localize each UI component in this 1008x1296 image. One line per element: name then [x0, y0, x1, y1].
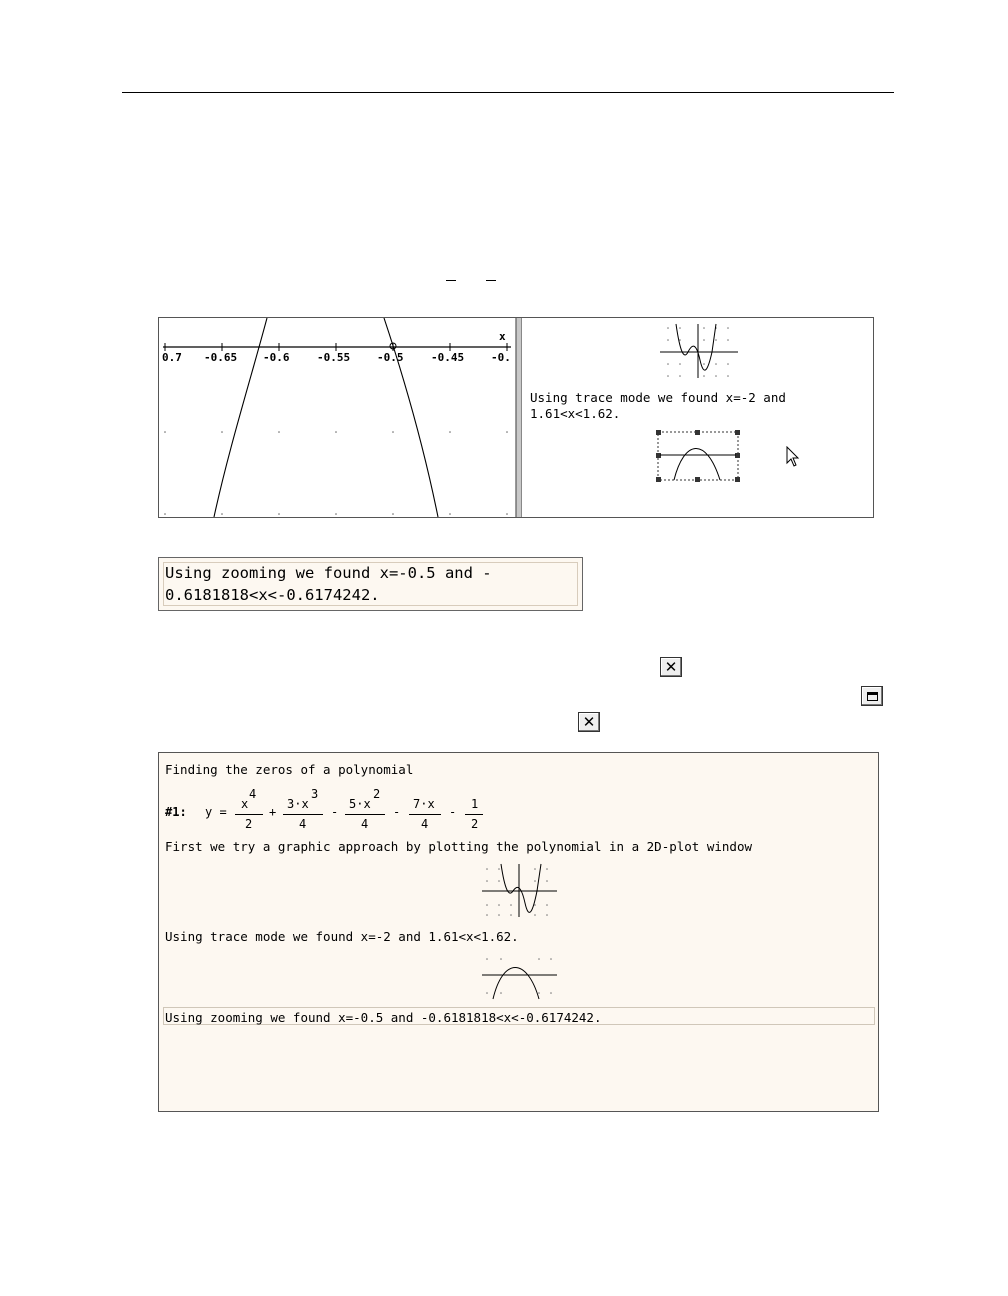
- algebra-pane[interactable]: [522, 318, 873, 517]
- tick-label: -0.45: [431, 351, 465, 364]
- numerator: 3·x: [287, 797, 309, 811]
- fraction-bar-mark: [446, 280, 456, 281]
- algebra-line: Using trace mode we found x=-2 and: [530, 390, 786, 405]
- operator: +: [269, 805, 277, 819]
- denominator: 4: [361, 817, 369, 831]
- denominator: 2: [471, 817, 479, 831]
- worksheet-text-line: Using trace mode we found x=-2 and 1.61<x<1.62.: [165, 929, 519, 944]
- tick-label: 0.7: [162, 351, 182, 364]
- algebra-worksheet[interactable]: [158, 752, 879, 1112]
- tick-label: -0.6: [263, 351, 290, 364]
- plot-2d-pane[interactable]: [159, 318, 516, 517]
- close-icon[interactable]: ✕: [660, 657, 682, 677]
- plot-2d-canvas[interactable]: [159, 318, 515, 517]
- denominator: 4: [299, 817, 307, 831]
- denominator: 4: [421, 817, 429, 831]
- fraction-bar: [235, 814, 263, 815]
- denominator: 2: [245, 817, 253, 831]
- worksheet-text-line: Using zooming we found x=-0.5 and -0.6181818<x<-0.6174242.: [165, 1010, 602, 1025]
- tick-label: -0.5: [377, 351, 404, 364]
- embedded-plot-thumbnail[interactable]: [658, 322, 740, 380]
- fraction-bar: [283, 814, 323, 815]
- tick-label: -0.65: [204, 351, 238, 364]
- polynomial-curve-right: [384, 318, 438, 517]
- algebra-line: 1.61<x<1.62.: [530, 406, 621, 421]
- tick-label: -0.: [491, 351, 511, 364]
- expression-1[interactable]: [165, 787, 565, 837]
- operator: -: [449, 805, 457, 819]
- window-restore-icon[interactable]: [861, 686, 883, 706]
- numerator: x: [241, 797, 249, 811]
- expression-label: #1:: [165, 805, 187, 819]
- grid-dots: [164, 431, 508, 515]
- close-icon[interactable]: ✕: [578, 712, 600, 732]
- x-axis-label: x: [499, 330, 506, 343]
- operator: -: [331, 805, 339, 819]
- fraction-bar-mark: [486, 280, 496, 281]
- worksheet-text-line: First we try a graphic approach by plotting the polynomial in a 2D-plot window: [165, 839, 752, 854]
- exponent: 2: [373, 787, 381, 801]
- embedded-plot-thumbnail[interactable]: [481, 863, 559, 919]
- callout-line: Using zooming we found x=-0.5 and -: [165, 564, 492, 582]
- operator: -: [393, 805, 401, 819]
- worksheet-title: Finding the zeros of a polynomial: [165, 762, 414, 777]
- exponent: 3: [311, 787, 319, 801]
- fraction-bar: [409, 814, 441, 815]
- tick-label: -0.55: [317, 351, 351, 364]
- embedded-plot-thumbnail[interactable]: [481, 953, 559, 1001]
- fraction-bar: [345, 814, 385, 815]
- fraction-bar: [465, 814, 483, 815]
- mouse-pointer-icon: [786, 446, 800, 468]
- numerator: 5·x: [349, 797, 371, 811]
- numerator: 1: [471, 797, 479, 811]
- callout-line: 0.6181818<x<-0.6174242.: [165, 586, 380, 604]
- derive-window-screenshot: [158, 317, 874, 518]
- expression-callout: [158, 557, 583, 611]
- exponent: 4: [249, 787, 257, 801]
- embedded-plot-selected[interactable]: [656, 430, 740, 482]
- expression-lhs: y =: [205, 805, 227, 819]
- page-header-rule: [122, 92, 894, 93]
- numerator: 7·x: [413, 797, 435, 811]
